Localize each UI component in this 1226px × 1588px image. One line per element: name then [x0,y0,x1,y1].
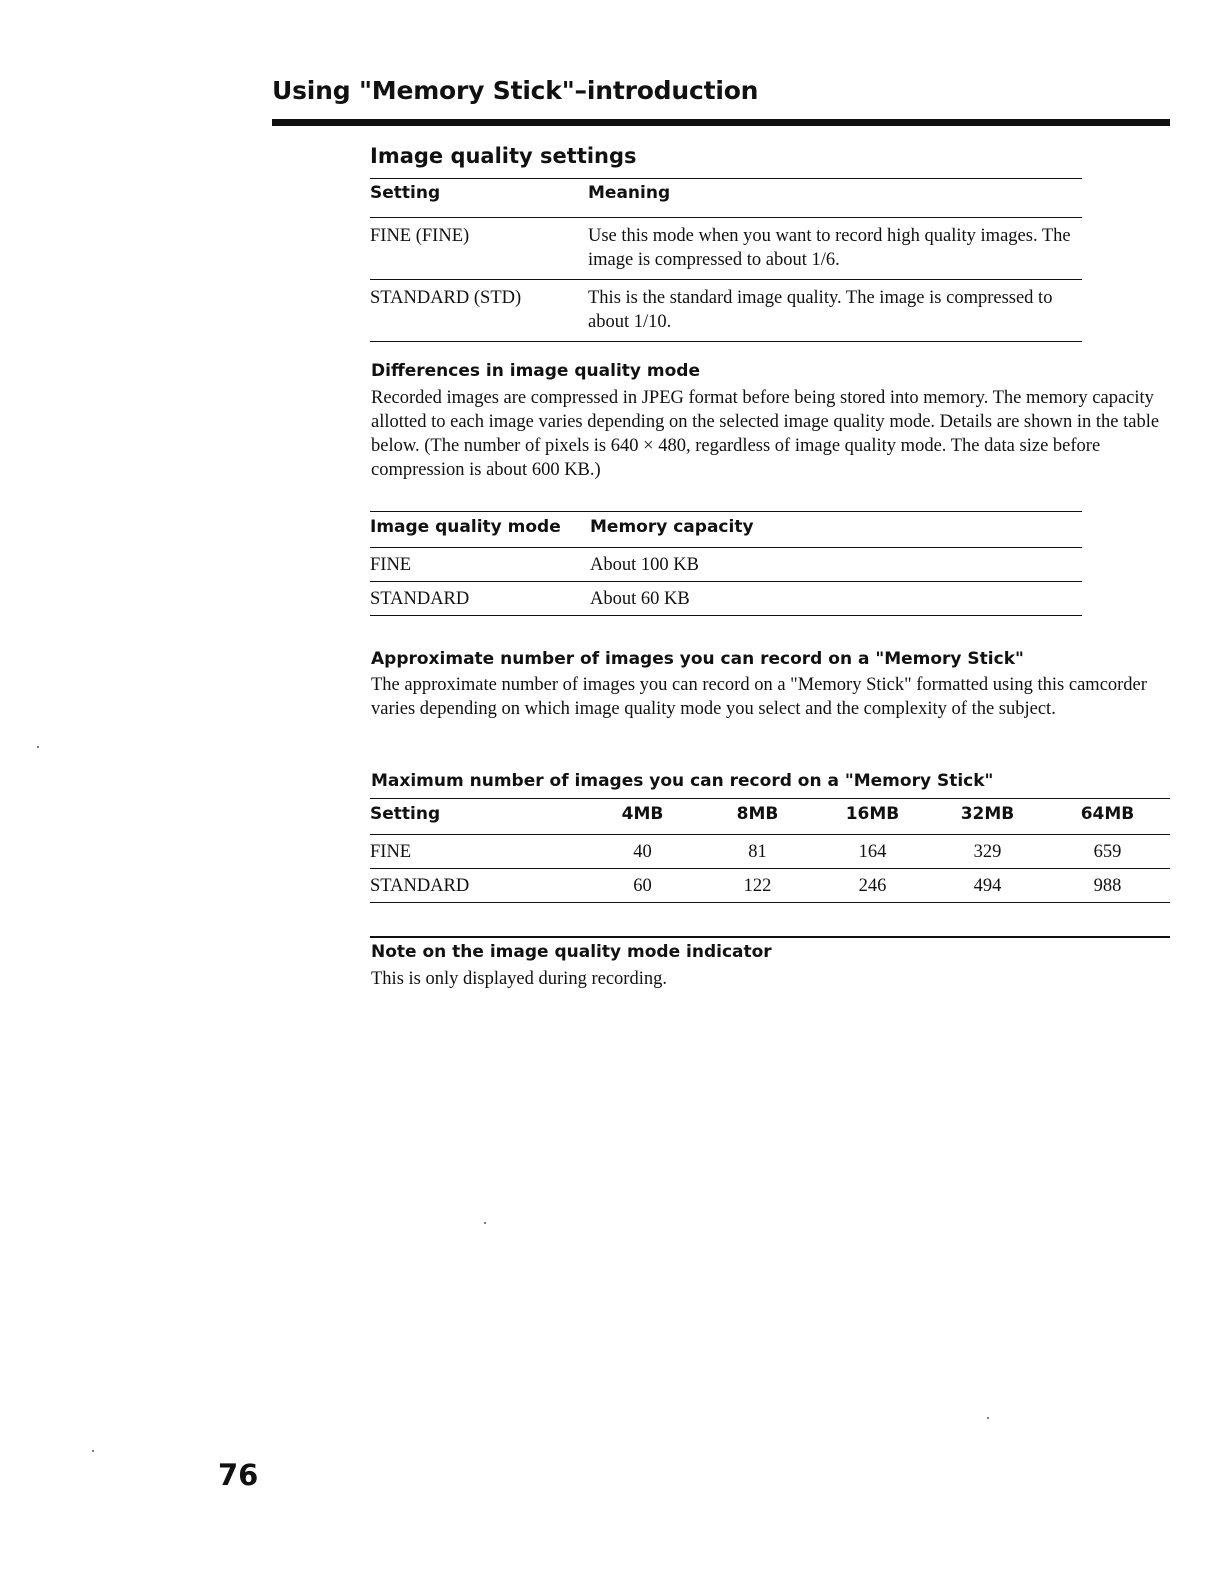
meaning-cell: This is the standard image quality. The image is compressed to about 1/10. [588,280,1082,342]
chapter-rule [272,119,1170,126]
column-header-setting: Setting [370,179,588,218]
differences-paragraph: Recorded images are compressed in JPEG format before being stored into memory. The memory capacity allotted to each image varies depending on the selected image quality mode. Details are shown in the table below. (The number of pixels is 640 × 480, regardless of image quality mode. The data size before compression is about 600 KB.) [371,388,1160,480]
column-header-16mb: 16MB [815,799,930,835]
memory-capacity-table [370,511,1082,616]
approximate-paragraph: The approximate number of images you can record on a "Memory Stick" formatted using this camcorder varies depending on which image quality mode you select and the complexity of the subject. [371,675,1147,719]
note-rule [370,936,1170,938]
value-cell: 329 [930,835,1045,869]
value-cell: 659 [1045,835,1170,869]
setting-cell: FINE [370,835,585,869]
chapter-title: Using "Memory Stick"–introduction [272,76,759,105]
table-row [370,869,1170,903]
column-header-capacity: Memory capacity [590,512,1082,548]
approximate-heading: Approximate number of images you can record on a "Memory Stick" [371,649,1024,669]
value-cell: 164 [815,835,930,869]
note-heading: Note on the image quality mode indicator [371,942,772,962]
image-quality-settings-table [370,178,1082,342]
section-title-image-quality: Image quality settings [370,144,637,168]
value-cell: 40 [585,835,700,869]
column-header-64mb: 64MB [1045,799,1170,835]
table-row [370,548,1082,582]
table-header-row [370,179,1082,218]
column-header-32mb: 32MB [930,799,1045,835]
mode-cell: STANDARD [370,582,590,616]
value-cell: 988 [1045,869,1170,903]
scan-speck [92,1450,94,1452]
value-cell: 81 [700,835,815,869]
note-paragraph: This is only displayed during recording. [371,969,667,989]
column-header-mode: Image quality mode [370,512,590,548]
value-cell: 494 [930,869,1045,903]
table-header-row [370,512,1082,548]
table-row [370,582,1082,616]
mode-cell: FINE [370,548,590,582]
meaning-cell: Use this mode when you want to record high quality images. The image is compressed to about 1/6. [588,218,1082,280]
maximum-images-table [370,798,1170,903]
table-row [370,835,1170,869]
column-header-setting: Setting [370,799,585,835]
table-header-row [370,799,1170,835]
column-header-meaning: Meaning [588,179,1082,218]
column-header-4mb: 4MB [585,799,700,835]
setting-cell: STANDARD [370,869,585,903]
capacity-cell: About 60 KB [590,582,1082,616]
scan-speck [37,746,39,748]
value-cell: 122 [700,869,815,903]
scan-speck [484,1222,486,1224]
value-cell: 60 [585,869,700,903]
page-number: 76 [218,1458,259,1492]
column-header-8mb: 8MB [700,799,815,835]
setting-cell: FINE (FINE) [370,218,588,280]
setting-cell: STANDARD (STD) [370,280,588,342]
scan-speck [987,1417,989,1419]
value-cell: 246 [815,869,930,903]
table-row [370,280,1082,342]
differences-heading: Differences in image quality mode [371,361,700,381]
maximum-images-heading: Maximum number of images you can record on a "Memory Stick" [371,771,994,791]
capacity-cell: About 100 KB [590,548,1082,582]
table-row [370,218,1082,280]
